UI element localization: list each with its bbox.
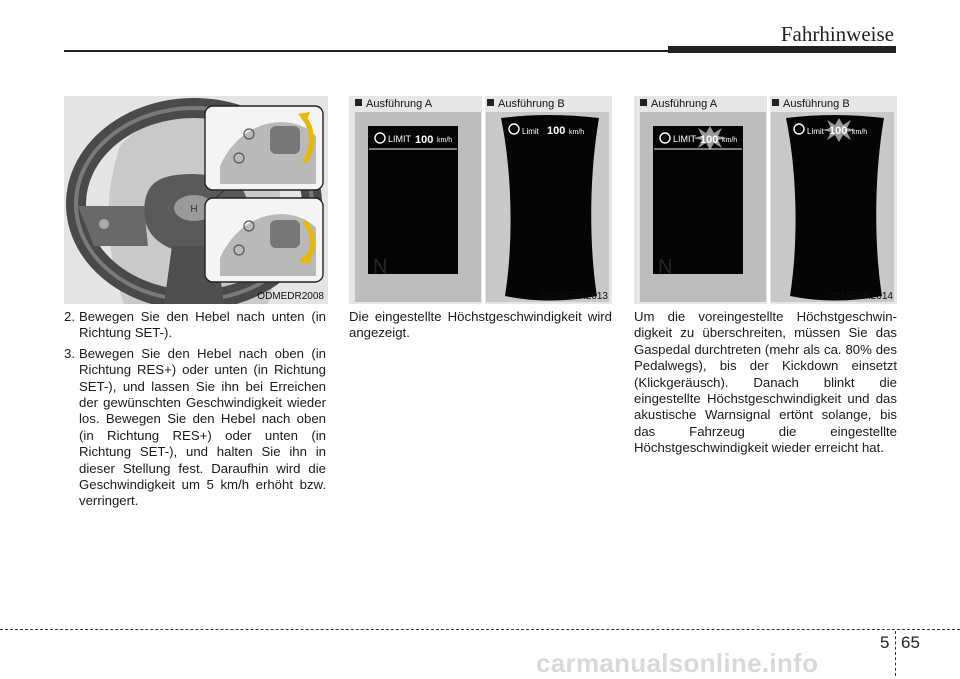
limit-unit: km/h [437, 137, 453, 144]
figure-speed-limit-display [349, 96, 612, 304]
bullet-square-icon [640, 99, 647, 106]
step-item [64, 346, 326, 510]
limit-unit: km/h [722, 137, 738, 144]
figure-code: ODMEDR2014 [826, 291, 893, 302]
figure-steering-wheel [64, 96, 328, 304]
variant-a-label: Ausführung A [640, 98, 717, 110]
figure-code: ODMEDR2008 [257, 291, 324, 302]
paragraph: Um die voreingestellte Höchstgeschwin-digkeit zu überschreiten, müssen Sie das Gaspedal durchtreten (mehr als ca. 80% des Pedalwegs), bis der Kickdown einsetzt (Klickgeräusch). Danach blinkt die eingestellte Höchstgeschwindigkeit und das akustische Warnsignal ertönt solange, bis das Fahrzeug die eingestellte Höchstgeschwindigkeit wieder erreicht hat. [634, 309, 897, 456]
limit-unit: km/h [852, 129, 868, 136]
limit-label: LIMIT [673, 134, 697, 144]
figure-speed-limit-blinking [634, 96, 897, 304]
step-text: Bewegen Sie den Hebel nach unten (in Richtung SET-). [79, 309, 326, 341]
section-title: Fahrhinweise [780, 22, 894, 46]
limit-speed: 100 [700, 134, 719, 146]
limit-unit: km/h [569, 129, 585, 136]
kickdown-description [634, 309, 897, 457]
limit-speed: 100 [415, 134, 434, 146]
bullet-square-icon [772, 99, 779, 106]
limit-label: Limit [807, 127, 824, 136]
watermark-text: carmanualsonline.info [536, 648, 819, 678]
figure-divider [482, 96, 485, 304]
gear-indicator: N [658, 256, 673, 278]
step-number: 2. [64, 309, 75, 324]
header-rule [64, 50, 670, 52]
limit-speed: 100 [547, 125, 566, 137]
limit-label: Limit [522, 127, 539, 136]
figure-code: ODMEDR2013 [541, 291, 608, 302]
variant-b-label: Ausführung B [487, 98, 565, 110]
figure-divider [767, 96, 770, 304]
header-rule-accent [668, 46, 896, 53]
step-number: 3. [64, 345, 75, 361]
step-item [64, 309, 326, 342]
chapter-number: 5 [880, 633, 890, 652]
display-description [349, 309, 612, 342]
gear-indicator: N [373, 256, 388, 278]
svg-text:H: H [190, 204, 198, 215]
steering-wheel-illustration [64, 96, 328, 304]
footer-divider [895, 631, 896, 676]
bullet-square-icon [355, 99, 362, 106]
step-text: Bewegen Sie den Hebel nach oben (in Richtung RES+) oder unten (in Richtung SET-), und lassen Sie ihn bei Erreichen der gewünschten Geschwindigkeit wieder los. Bewegen Sie den Hebel nach oben (in Richtung RES+) oder unten (in Richtung SET-), und halten Sie ihn in dieser Stellung fest. Daraufhin wird die Geschwindigkeit um 5 km/h erhöht bzw. verringert. [79, 345, 326, 509]
footer-rule [0, 629, 960, 630]
paragraph: Die eingestellte Höchstgeschwindigkeit wird angezeigt. [349, 309, 612, 341]
limit-speed: 100 [829, 125, 848, 137]
variant-a-label: Ausführung A [355, 98, 432, 110]
cluster-display-illustration [349, 96, 612, 304]
limit-label: LIMIT [388, 134, 412, 144]
instructions-column [64, 309, 326, 514]
page-number: 65 [901, 633, 920, 652]
bullet-square-icon [487, 99, 494, 106]
variant-b-label: Ausführung B [772, 98, 850, 110]
cluster-display-blinking-illustration [634, 96, 897, 304]
